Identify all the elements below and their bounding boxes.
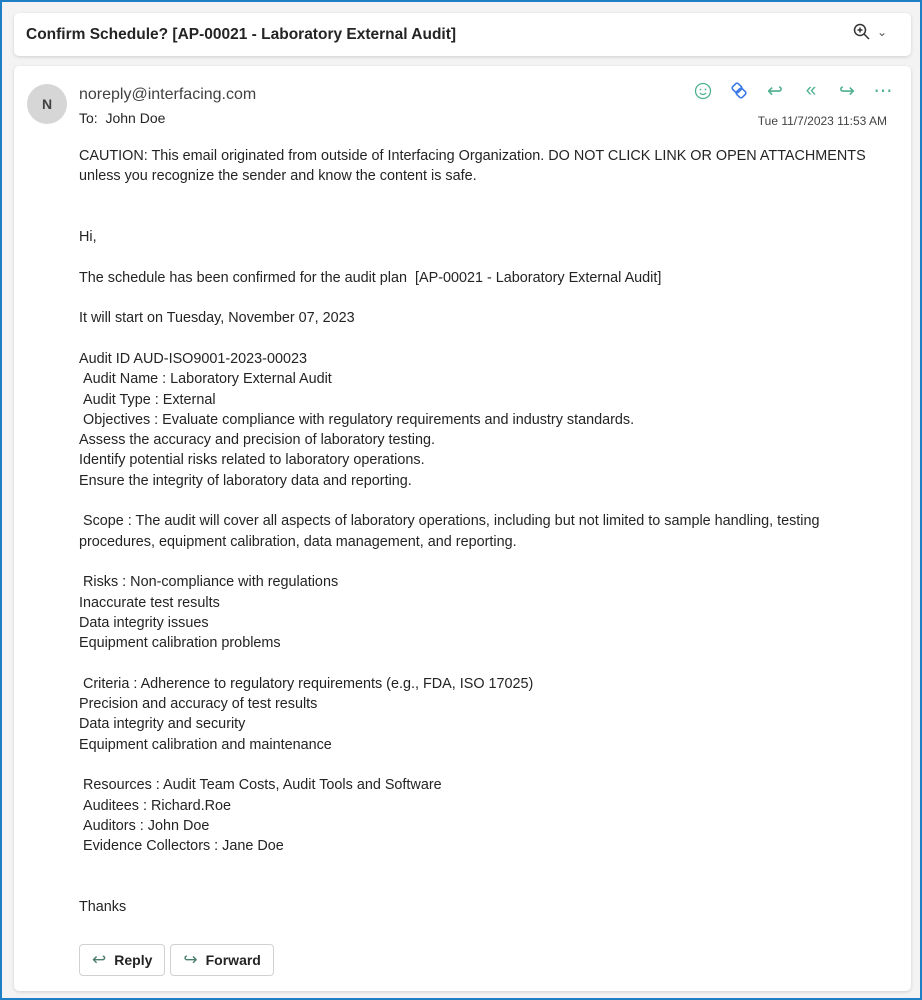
body-line: Audit Type : External <box>79 391 216 408</box>
message-date: Tue 11/7/2023 11:53 AM <box>757 114 887 128</box>
body-line: Audit ID AUD-ISO9001-2023-00023 <box>79 350 307 367</box>
loop-icon[interactable] <box>729 80 749 102</box>
body-line: It will start on Tuesday, November 07, 2023 <box>79 310 355 327</box>
forward-icon[interactable]: ↪ <box>839 80 855 102</box>
subject-title: Confirm Schedule? [AP-00021 - Laboratory External Audit] <box>26 25 457 43</box>
body-line: Evidence Collectors : Jane Doe <box>79 838 284 855</box>
zoom-button[interactable] <box>853 23 887 41</box>
body-line: Hi, <box>79 229 97 246</box>
message-card <box>14 66 911 991</box>
body-line: unless you recognize the sender and know the content is safe. <box>79 168 477 185</box>
more-icon[interactable]: ⋯ <box>873 80 893 102</box>
reply-actions <box>79 944 274 976</box>
body-line: Ensure the integrity of laboratory data and reporting. <box>79 472 412 489</box>
body-line <box>79 288 879 308</box>
reply-label: Reply <box>114 952 153 968</box>
body-line <box>79 552 879 572</box>
body-line <box>79 755 879 775</box>
reply-icon: ↩ <box>92 950 107 969</box>
body-line: CAUTION: This email originated from outside of Interfacing Organization. DO NOT CLICK LINK OR OPEN ATTACHMENTS <box>79 148 866 164</box>
body-line <box>79 653 879 673</box>
zoom-in-icon <box>853 23 871 41</box>
recipient-name[interactable]: John Doe <box>105 110 166 126</box>
avatar: N <box>27 84 67 124</box>
sender-email[interactable]: noreply@interfacing.com <box>79 86 257 103</box>
body-line: Resources : Audit Team Costs, Audit Tools and Software <box>79 777 442 794</box>
body-line: Criteria : Adherence to regulatory requirements (e.g., FDA, ISO 17025) <box>79 675 534 692</box>
body-line: Scope : The audit will cover all aspects of laboratory operations, including but not limited to sample handling, testing <box>79 513 820 530</box>
body-line: Data integrity and security <box>79 716 246 733</box>
body-line: Auditors : John Doe <box>79 817 210 834</box>
body-line <box>79 856 879 876</box>
body-line: Thanks <box>79 898 127 915</box>
forward-label: Forward <box>205 952 261 968</box>
body-line: Risks : Non-compliance with regulations <box>79 574 339 591</box>
body-line: Identify potential risks related to laboratory operations. <box>79 452 425 469</box>
body-line: Inaccurate test results <box>79 594 220 611</box>
body-line: Audit Name : Laboratory External Audit <box>79 371 332 388</box>
body-line: Assess the accuracy and precision of laboratory testing. <box>79 432 435 449</box>
body-line: procedures, equipment calibration, data management, and reporting. <box>79 533 517 550</box>
body-line: Objectives : Evaluate compliance with regulatory requirements and industry standards. <box>79 411 635 428</box>
body-line: Data integrity issues <box>79 614 209 631</box>
message-actions <box>693 80 893 102</box>
body-line: Precision and accuracy of test results <box>79 696 318 713</box>
emoji-icon[interactable] <box>693 80 713 102</box>
to-label: To: <box>79 110 98 126</box>
body-line <box>79 207 879 227</box>
reply-all-icon[interactable]: « <box>805 80 817 101</box>
body-line: Equipment calibration and maintenance <box>79 736 332 753</box>
body-line: Equipment calibration problems <box>79 635 281 652</box>
forward-button[interactable] <box>170 944 273 976</box>
message-body <box>79 146 879 917</box>
body-line: Auditees : Richard.Roe <box>79 797 231 814</box>
body-line: The schedule has been confirmed for the audit plan [AP-00021 - Laboratory External Audit] <box>79 269 662 286</box>
forward-icon: ↪ <box>183 950 198 969</box>
reply-button[interactable] <box>79 944 165 976</box>
recipient-line <box>79 110 165 126</box>
body-line <box>79 877 879 897</box>
subject-bar <box>14 13 911 56</box>
reply-icon[interactable]: ↩ <box>767 80 783 102</box>
chevron-down-icon: ⌄ <box>876 25 887 39</box>
body-line <box>79 491 879 511</box>
body-line <box>79 247 879 267</box>
body-line <box>79 329 879 349</box>
body-line <box>79 187 879 207</box>
